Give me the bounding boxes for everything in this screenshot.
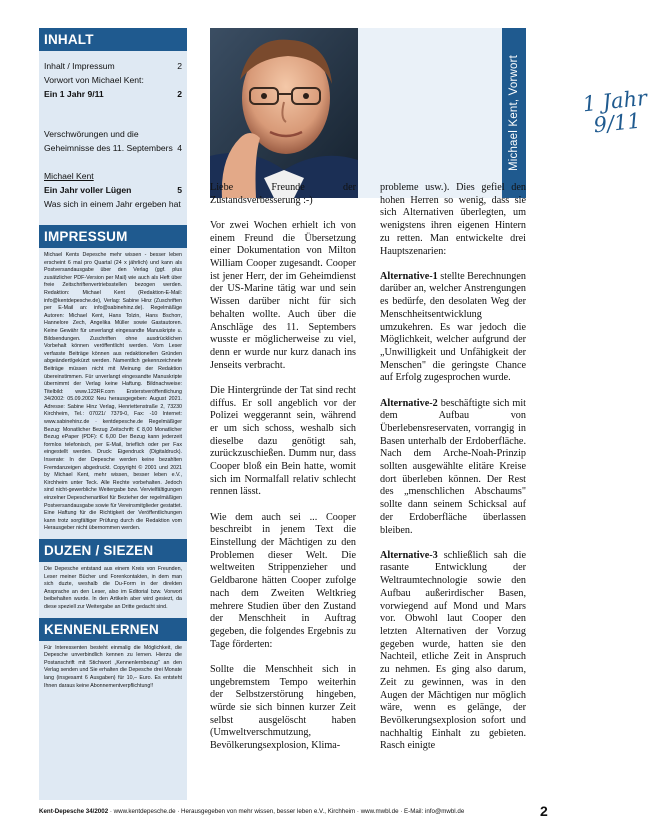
article-paragraph: Liebe Freunde der Zustandsverbesserung :-) (210, 182, 356, 206)
toc-label: Ein 1 Jahr 9/11 (44, 89, 104, 99)
portrait-illustration (210, 28, 358, 198)
toc-label: Was sich in einem Jahr ergeben hat (44, 199, 181, 209)
header-photo-box (210, 28, 649, 198)
alternative-3-label: Alternative-3 (380, 549, 438, 561)
alternative-1-paragraph (380, 271, 526, 385)
article-paragraph: Die Hintergründe der Tat sind recht diffus. Er soll angeblich vor der Polizei weggerannt sein, während er um sich schoss, weshalb sich dieselbe dazu genötigt sah, zurückzuschießen. Dumm nur, dass Cooper bloß ein Bein hatte, womit sich im Normalfall relativ schlecht rennen lässt. (210, 384, 356, 498)
article-column-2 (380, 182, 526, 766)
vertical-label-text: Michael Kent, Vorwort (508, 54, 520, 172)
vertical-label (502, 28, 526, 198)
toc-label: Inhalt / Impressum (44, 61, 115, 71)
impressum-heading: IMPRESSUM (39, 225, 187, 248)
toc-label: Ein Jahr voller Lügen (44, 185, 132, 195)
duzen-siezen-text: Die Depesche entstand aus einem Kreis von Freunden, Leser meiner Bücher und Forenkontakten, in dem man sich duzte, weshalb die Du-Form in der direkten Ansprache an den Leser, also im Editorial bzw. Vorwort beibehalten wurde. In den Artikeln aber wird gesiezt, da diese speziell zur Weitergabe an Dritte gedacht sind. (44, 565, 182, 610)
impressum-text: Michael Kents Depesche mehr wissen - besser leben erscheint 6 mal pro Quartal (24 x jährlich) und kann als Postversandausgabe über den Verlag (ggf. plus zusätzlicher PDF-Version per Mail) wie auch als Heft über freie Zeitschriftenvertriebsstellen bezogen werden. Redaktion: Michael Kent (Redaktion-E-Mail: info@kentdepesche.de), Verlag: Sabine Hinz (Zuschriften per E-Mail an: info@sabinehinz.de). Regelmäßige Autoren: Michael Kent, Hans Tolzin, Hans Bschorr, Hannelore Zech, Angelika Müller sowie Gastautoren. Keine Gewähr für unverlangt eingesandte Manuskripte u. Bildsendungen. Zuschriften ohne ausdrücklichen Vorbehalt können veröffentlicht werden. Vom Leser verfasste Beiträge können aus redaktionellen Gründen abgeändert/gekürzt werden. Namentlich gekennzeichnete Beiträge müssen nicht mit Meinung der Redaktion übereinstimmen. Für unverlangt eingesandte Manuskripte übernimmt der Verlag keine Haftung. Bildnachweise: Titelbild: www.123RF.com Ersterstveröffentlichung 34/2002: 05.09.2002 Neu herausgegeben: August 2021. Adresse: Sabine Hinz Verlag, Henriettenstraße 2, 73230 Kirchheim, Tel.: 07021/ 7379-0, Fax: -10 Internet: www.sabinehinz.de · kentdepesche.de Regelmäßiger Bezug: Monatlicher Bezug Zeitschrift: € 8,00 Monatlicher Bezug ePaper (PDF): € 6,00 Der Bezug kann jederzeit formlos telefonisch, per E-Mail, brieflich oder per Fax eingestellt werden. Druck: Eigendruck (Digitaldruck). Inserate: In der Depesche werden keine bezahlten Fremdanzeigen abgedruckt. Copyright © 2001 und 2021 by Michael Kent, mehr wissen, besser leben e.V., Kirchheim unter Teck. Alle Rechte vorbehalten. Jedoch sind nicht-gewerbliche Weitergabe bzw. Vervielfältigungen einzelner Depeschenartikel für Bezieher der regelmäßigen Postversandausgabe sowie für Vereinsmitglieder gestattet. Eine Haftung für die Richtigkeit der Veröffentlichungen kann trotz sorgfältiger Prüfung durch die Redaktion vom Herausgeber nicht übernommen werden. (44, 252, 182, 532)
toc-page: 4 (177, 143, 182, 153)
handwritten-line-2: 9/11 (592, 108, 642, 138)
alternative-1-text: stellte Berechnungen darüber an, welcher Anstrengungen es bedürfe, den desolaten Weg der Menschheitsentwicklung umzukehren. Es war jedoch die Möglichkeit, welcher aufgrund der „Unwilligkeit und Unfähigkeit der Menschen" die geringste Chance auf Erfolg zugesprochen wurde. (380, 270, 526, 384)
footer-issue: Kent-Depesche 34/2002 (39, 808, 109, 815)
author-portrait (210, 28, 358, 198)
toc-label: Vorwort von Michael Kent: (44, 75, 144, 85)
toc-entry[interactable] (44, 183, 182, 197)
page-number: 2 (540, 803, 548, 819)
inhalt-heading: INHALT (39, 28, 187, 51)
alternative-3-paragraph (380, 550, 526, 753)
toc-page: 2 (177, 89, 182, 99)
toc-entry[interactable] (44, 127, 182, 141)
kennenlernen-heading: KENNENLERNEN (39, 618, 187, 641)
toc-label: Michael Kent (44, 171, 94, 181)
article-column-1 (210, 182, 356, 765)
toc-page: 2 (177, 61, 182, 71)
duzen-siezen-heading: DUZEN / SIEZEN (39, 539, 187, 562)
toc-label: Geheimnisse des 11. Septembers (44, 143, 173, 153)
alternative-1-label: Alternative-1 (380, 270, 438, 282)
article-paragraph: probleme usw.). Dies gefiel den hohen Herren so wenig, dass sie sich Alternativen überlegten, um wenigstens ihren eigenen Hintern zu retten. Man entwickelte drei Hauptszenarien: (380, 182, 526, 257)
article-paragraph: Sollte die Menschheit sich in ungebremstem Tempo weiterhin der Selbstzerstörung hingeben, würde sie sich binnen kurzer Zeit selbst ausgelöscht haben (Umweltverschmutzung, Bevölkerungsexplosion, Klima- (210, 663, 356, 752)
handwritten-title (576, 86, 656, 138)
article-paragraph: Wie dem auch sei ... Cooper beschreibt in jenem Text die Einstellung der Mächtigen zu den Problemen dieser Welt. Die weltweiten Strippenzieher und Geldbarone hätten Cooper zufolge nach dem Zweiten Weltkrieg mehrere Studien über den Zustand der Menschheit in Auftrag gegeben, die folgendes Ergebnis zu Tage förderten: (210, 511, 356, 650)
footer-publisher: · www.kentdepesche.de · Herausgegeben von mehr wissen, besser leben e.V., Kirchheim · www.mwbl.de · E-Mail: info@mwbl.de (108, 808, 465, 815)
handwritten-line-1: 1 Jahr (581, 85, 649, 117)
toc-entry[interactable] (44, 141, 182, 155)
alternative-2-paragraph (380, 398, 526, 538)
kennenlernen-text: Für Interessenten besteht einmalig die Möglichkeit, die Depesche unverbindlich kennen zu lernen. Hierzu die Postanschrift mit Stichwort „Kennenlernbezug" an den Verlag senden und Sie erhalten die Depesche drei Monate lang (insgesamt 6 Ausgaben) für 10,– Euro. Es entsteht Ihnen daraus keine Abonnementverpflichtung!! (44, 644, 182, 689)
alternative-2-label: Alternative-2 (380, 397, 438, 409)
alternative-2-text: beschäftigte sich mit dem Aufbau von Überlebensreservaten, vorrangig in Basen unterhalb der Erdoberfläche. Nach dem Arche-Noah-Prinzip sollten ausgewählte elitäre Kreise dort überleben können. Der Rest des „menschlichen Abschaums" sollte dann seinem Schicksal auf der Erdoberfläche überlassen bleiben. (380, 397, 526, 536)
article-paragraph: Vor zwei Wochen erhielt ich von einem Freund die Übersetzung einer Dokumentation von Milton William Cooper zugesandt. Cooper ist jener Herr, der im Geheimdienst der US-Marine tätig war und sein Wissen darüber nicht für sich behalten wollte. Auch über die Anschläge des 11. Septembers wusste er möglicherweise zu viel, denn er wurde nur kurz danach ins Jenseits verbracht. (210, 219, 356, 371)
toc-entry[interactable] (44, 73, 182, 87)
toc-entry[interactable] (44, 197, 182, 211)
alternative-3-text: schließlich sah die rasante Entwicklung der Weltraumtechnologie sowie den Aufbau außerirdischer Basen, vorwiegend auf Mond und Mars vor. Obwohl laut Cooper den letzten Alternativen der Vorzug gegeben wurde, hatten sie den Nachteil, etliche Zeit in Anspruch zu nehmen. Es ging also darum, Zeit zu gewinnen, was in den Augen der Mächtigen nur möglich wäre, wenn es gelänge, der Bevölkerungsexplosion sofort und nachhaltig Einhalt zu gebieten. Rasch einigte (380, 549, 526, 752)
toc-page: 5 (177, 185, 182, 195)
table-of-contents (39, 51, 187, 217)
toc-entry[interactable] (44, 87, 182, 101)
toc-entry[interactable] (44, 59, 182, 73)
toc-label: Verschwörungen und die (44, 129, 139, 139)
sidebar (39, 28, 187, 800)
toc-entry[interactable] (44, 169, 182, 183)
page-footer (39, 808, 534, 815)
